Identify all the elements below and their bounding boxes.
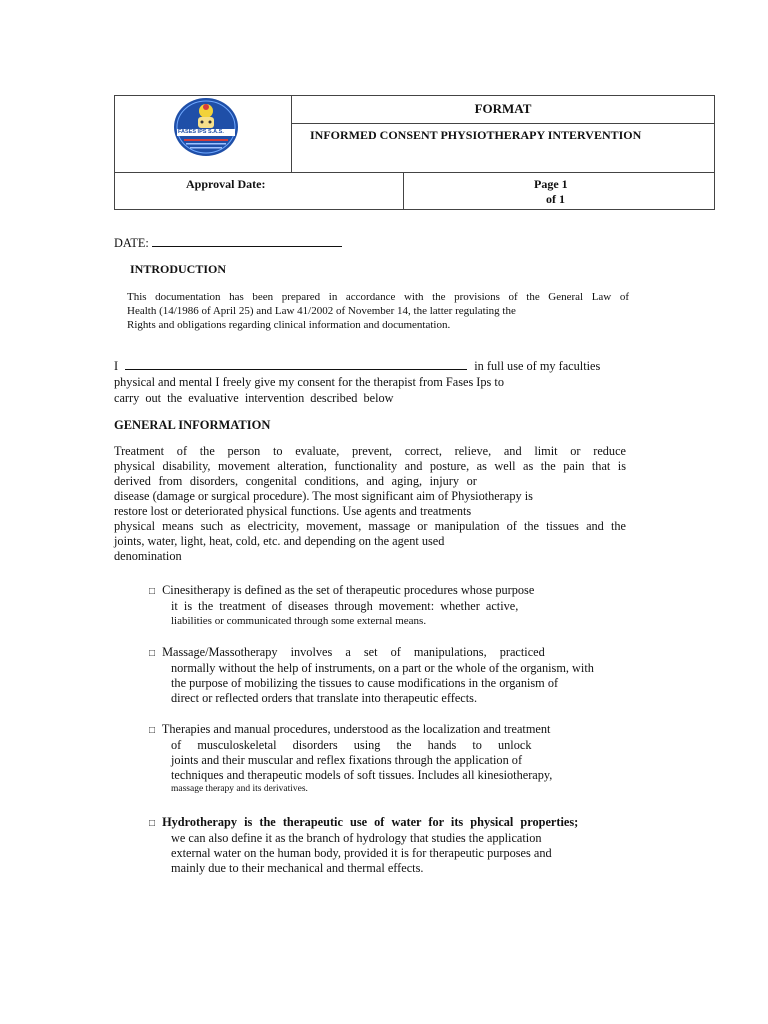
bullet-line: joints and their muscular and reflex fixations through the application of bbox=[171, 753, 523, 767]
date-blank bbox=[152, 235, 342, 247]
bullet-line: direct or reflected orders that translate into therapeutic effects. bbox=[171, 691, 478, 705]
consent-suffix: in full use of my faculties bbox=[474, 359, 601, 373]
bullet-line: normally without the help of instruments, on a part or the whole of the organism, with bbox=[171, 661, 594, 675]
document-title: INFORMED CONSENT PHYSIOTHERAPY INTERVENTION bbox=[310, 128, 642, 142]
logo-text: FASES IPS S.A.S. bbox=[178, 129, 224, 135]
bullet-hydrotherapy bbox=[149, 815, 629, 876]
introduction-line: This documentation has been prepared in accordance with the provisions of the General Law of bbox=[127, 291, 629, 303]
bullet-cinesitherapy bbox=[149, 583, 589, 628]
page-total: of 1 bbox=[546, 192, 565, 206]
consent-name-blank bbox=[125, 358, 467, 370]
logo-graphic bbox=[172, 97, 240, 157]
general-line: joints, water, light, heat, cold, etc. and depending on the agent used bbox=[114, 534, 445, 548]
general-line: derived from disorders, congenital conditions, and aging, injury or bbox=[114, 474, 477, 488]
bullet-line: liabilities or communicated through some external means. bbox=[171, 615, 427, 627]
consent-line: physical and mental I freely give my consent for the therapist from Fases Ips to bbox=[114, 375, 504, 389]
introduction-heading: INTRODUCTION bbox=[130, 262, 227, 276]
format-title: FORMAT bbox=[474, 101, 532, 116]
bullet-lead bbox=[149, 722, 619, 738]
checkbox-bullet-icon: □ bbox=[149, 725, 156, 736]
general-line: disease (damage or surgical procedure). The most significant aim of Physiotherapy is bbox=[114, 489, 533, 503]
introduction-line: Health (14/1986 of April 25) and Law 41/2002 of November 14, the latter regulating the bbox=[127, 305, 516, 317]
approval-date-label: Approval Date: bbox=[186, 177, 266, 191]
header-divider-title bbox=[291, 123, 715, 124]
bullet-line: it is the treatment of diseases through movement: whether active, bbox=[171, 599, 519, 613]
bullet-massotherapy bbox=[149, 645, 639, 706]
bullet-lead bbox=[149, 645, 599, 661]
page-number: Page 1 bbox=[534, 177, 568, 191]
date-label: DATE: bbox=[114, 236, 149, 250]
bullet-line: the purpose of mobilizing the tissues to cause modifications in the organism of bbox=[171, 676, 559, 690]
introduction-line: Rights and obligations regarding clinical information and documentation. bbox=[127, 319, 451, 331]
date-field bbox=[114, 235, 342, 251]
header-divider-bottom bbox=[403, 172, 404, 210]
checkbox-bullet-icon: □ bbox=[149, 818, 156, 829]
bullet-lead-text: Therapies and manual procedures, understood as the localization and treatment bbox=[161, 722, 551, 736]
consent-prefix: I bbox=[114, 359, 119, 373]
bullet-lead-text: Cinesitherapy is defined as the set of therapeutic procedures whose purpose bbox=[162, 583, 535, 597]
header-divider-row bbox=[114, 172, 715, 173]
bullet-lead-text: Hydrotherapy is the therapeutic use of water for its physical properties; bbox=[162, 815, 579, 829]
introduction-body bbox=[127, 290, 629, 332]
consent-line: carry out the evaluative intervention described below bbox=[114, 391, 394, 405]
general-line: restore lost or deteriorated physical functions. Use agents and treatments bbox=[114, 504, 472, 518]
bullet-line: we can also define it as the branch of hydrology that studies the application bbox=[171, 831, 542, 845]
general-information-heading: GENERAL INFORMATION bbox=[114, 418, 271, 432]
checkbox-bullet-icon: □ bbox=[149, 586, 156, 597]
bullet-line: external water on the human body, provided it is for therapeutic purposes and bbox=[171, 846, 552, 860]
general-line: physical means such as electricity, movement, massage or manipulation of the tissues and the bbox=[114, 519, 626, 533]
bullet-line: techniques and therapeutic models of soft tissues. Includes all kinesiotherapy, bbox=[171, 768, 553, 782]
bullet-line: of musculoskeletal disorders using the hands to unlock bbox=[171, 738, 532, 752]
bullet-manual-therapies bbox=[149, 722, 619, 796]
bullet-lead-text: Massage/Massotherapy involves a set of manipulations, practiced bbox=[162, 645, 545, 659]
general-line: Treatment of the person to evaluate, prevent, correct, relieve, and limit or reduce bbox=[114, 444, 626, 458]
bullet-line: mainly due to their mechanical and thermal effects. bbox=[171, 861, 424, 875]
company-logo bbox=[172, 97, 240, 157]
general-line: physical disability, movement alteration, functionality and posture, as well as the pain that is bbox=[114, 459, 626, 473]
checkbox-bullet-icon: □ bbox=[149, 648, 156, 659]
consent-statement bbox=[114, 358, 617, 406]
consent-line bbox=[114, 358, 617, 374]
general-line: denomination bbox=[114, 549, 182, 563]
general-information-body bbox=[114, 444, 626, 564]
bullet-lead bbox=[149, 583, 589, 599]
bullet-lead bbox=[149, 815, 629, 831]
bullet-line: massage therapy and its derivatives. bbox=[171, 784, 308, 794]
